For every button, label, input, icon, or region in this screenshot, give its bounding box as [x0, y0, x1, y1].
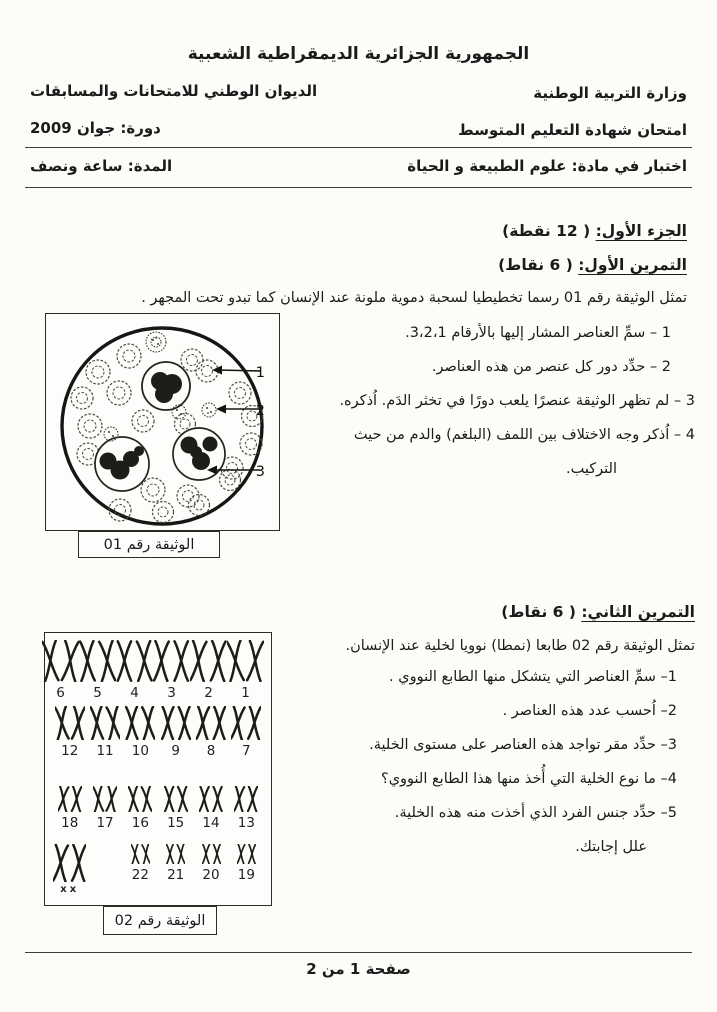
karyotype-pair-label: 14: [202, 815, 220, 831]
karyotype-pair-label: 6: [56, 685, 65, 701]
karyotype-pair-6: [42, 640, 79, 701]
granulocyte-cell-2: [173, 428, 225, 480]
karyotype-pair-label: 8: [206, 743, 216, 759]
karyotype-pair-label: 4: [130, 685, 139, 701]
chromosome-pair: [190, 640, 227, 682]
footer-divider: [25, 952, 692, 953]
karyotype-pair-5: [79, 640, 116, 701]
country-title: الجمهورية الجزائرية الديمقراطية الشعبية: [187, 44, 530, 64]
chromosome-pair: [90, 706, 120, 740]
karyotype-pair-20: [193, 844, 228, 895]
exercise1-title: [498, 256, 687, 274]
chromosome-pair: [202, 844, 221, 864]
granulocyte-cell-1: [95, 437, 149, 491]
exercise1-questions: [295, 316, 695, 486]
karyotype-row: [45, 640, 271, 701]
chromosome-pair: [55, 706, 85, 740]
exercise2-title: [501, 603, 695, 621]
chromosome-pair: [237, 844, 256, 864]
karyotype-pair-label: 1: [241, 685, 250, 701]
karyotype-pair-16: [123, 786, 158, 831]
exercise1-points: ( 6 نقاط): [498, 256, 579, 274]
session-line: دورة: جوان 2009: [30, 119, 161, 137]
karyotype-pair-9: [158, 706, 193, 759]
subject-line: اختبار في مادة: علوم الطبيعة و الحياة: [407, 157, 687, 175]
chromosome-pair: [131, 844, 150, 864]
karyotype-row: [45, 786, 271, 831]
karyotype-pair-18: [52, 786, 87, 831]
karyotype-pair-label: 13: [237, 815, 255, 831]
karyotype-pair-13: [229, 786, 264, 831]
chromosome-pair: [164, 786, 188, 812]
karyotype-pair-label: 20: [202, 867, 220, 883]
chromosome-pair: [153, 640, 190, 682]
exercise2-question-4: 4– ما نوع الخلية التي أُخذ منها هذا الطابع النووي؟: [381, 771, 677, 787]
chromosome-pair: [227, 640, 264, 682]
karyotype-pair-label: 16: [131, 815, 149, 831]
chromosome-pair: [116, 640, 153, 682]
exercise2-questions: [295, 660, 695, 864]
chromosome-pair: [231, 706, 261, 740]
exercise2-question-5: 5– حدِّد جنس الفرد الذي أخذت منه هذه الخلية.: [394, 805, 677, 821]
figure1-label-3: 3: [255, 464, 265, 480]
chromosome-pair: [58, 786, 82, 812]
karyotype-pair-label: 7: [242, 743, 251, 759]
karyotype-pair-label: 22: [131, 867, 149, 883]
exercise1-question-4-wrap: التركيب.: [566, 461, 617, 477]
chromosome-pair: [93, 786, 117, 812]
figure1-label-1: 1: [255, 365, 265, 381]
exercise2-question-2: 2– اُحسب عدد هذه العناصر .: [502, 703, 677, 719]
figure1-label-2: 2: [255, 403, 265, 419]
karyotype-grid: [45, 633, 271, 895]
figure1-blood-smear: [45, 313, 280, 531]
karyotype-pair-label: 10: [131, 743, 149, 759]
part1-points: ( 12 نقطة): [502, 222, 596, 240]
chromosome-pair: [166, 844, 185, 864]
exercise1-intro: تمثل الوثيقة رقم 01 رسما تخطيطيا لسحبة دموية ملونة عند الإنسان كما تبدو تحت المجهر .: [141, 290, 687, 306]
karyotype-empty-cell: [87, 844, 122, 895]
office-line: الديوان الوطني للامتحانات والمسابقات: [30, 82, 318, 100]
chromosome-pair: [161, 706, 191, 740]
karyotype-pair-label: 21: [167, 867, 185, 883]
exercise2-title-label: التمرين الثاني:: [581, 603, 695, 621]
karyotype-pair-1: [227, 640, 264, 701]
exercise1-title-label: التمرين الأول:: [578, 256, 687, 274]
karyotype-pair-label: 2: [204, 685, 213, 701]
exercise2-question-1: 1– سمِّ العناصر التي يتشكل منها الطابع النووي .: [389, 669, 677, 685]
karyotype-row: [45, 844, 271, 895]
karyotype-pair-3: [153, 640, 190, 701]
exercise2-question-5-wrap: علل إجابتك.: [575, 839, 647, 855]
karyotype-pair-4: [116, 640, 153, 701]
karyotype-pair-14: [193, 786, 228, 831]
part1-title-label: الجزء الأول:: [595, 222, 687, 240]
karyotype-pair-label: 9: [171, 743, 180, 759]
figure2-caption: الوثيقة رقم 02: [103, 906, 217, 935]
exercise1-question-2: 2 – حدِّد دور كل عنصر من هذه العناصر.: [431, 359, 671, 375]
chromosome-pair: [234, 786, 258, 812]
karyotype-pair-label: 11: [96, 743, 114, 759]
chromosome-pair: [42, 640, 79, 682]
karyotype-pair-xx: [52, 844, 87, 895]
microscope-field-circle: [62, 328, 262, 524]
karyotype-pair-label: 3: [167, 685, 176, 701]
ministry-line: وزارة التربية الوطنية: [533, 84, 687, 102]
karyotype-pair-22: [123, 844, 158, 895]
karyotype-pair-21: [158, 844, 193, 895]
karyotype-pair-label: xx: [60, 884, 80, 895]
exercise2-points: ( 6 نقاط): [501, 603, 582, 621]
exercise1-question-3: 3 – لم تظهر الوثيقة عنصرًا يلعب دورًا في تخثر الدَم. اُذكره.: [339, 393, 695, 409]
chromosome-pair: [128, 786, 152, 812]
exercise1-question-4: 4 – اُذكر وجه الاختلاف بين اللمف (البلغم) والدم من حيث: [353, 427, 695, 443]
header-divider-1: [25, 147, 692, 148]
karyotype-pair-10: [123, 706, 158, 759]
exercise2-intro: تمثل الوثيقة رقم 02 طابعا (نمطا) نوويا لخلية عند الإنسان.: [345, 638, 695, 654]
figure2-karyotype: [44, 632, 272, 906]
karyotype-pair-label: 5: [93, 685, 102, 701]
chromosome-pair: [53, 844, 86, 882]
chromosome-pair: [199, 786, 223, 812]
karyotype-pair-15: [158, 786, 193, 831]
karyotype-pair-17: [87, 786, 122, 831]
lymphocyte-cell: [142, 362, 190, 410]
karyotype-pair-2: [190, 640, 227, 701]
karyotype-pair-label: 19: [237, 867, 255, 883]
karyotype-row: [45, 706, 271, 759]
chromosome-pair: [79, 640, 116, 682]
exam-line: امتحان شهادة التعليم المتوسط: [458, 121, 687, 139]
duration-line: المدة: ساعة ونصف: [30, 157, 173, 175]
karyotype-pair-7: [229, 706, 264, 759]
karyotype-pair-11: [87, 706, 122, 759]
header-divider-2: [25, 187, 692, 188]
chromosome-pair: [125, 706, 155, 740]
karyotype-pair-label: 15: [167, 815, 185, 831]
page-number: صفحة 1 من 2: [306, 960, 411, 978]
karyotype-pair-8: [193, 706, 228, 759]
chromosome-pair: [196, 706, 226, 740]
karyotype-pair-label: 12: [61, 743, 79, 759]
exercise2-question-3: 3– حدِّد مقر تواجد هذه العناصر على مستوى الخلية.: [369, 737, 677, 753]
exercise1-question-1: 1 – سمِّ العناصر المشار إليها بالأرقام 3،2،1.: [405, 325, 671, 341]
part1-title: [502, 222, 687, 240]
karyotype-pair-label: 17: [96, 815, 114, 831]
karyotype-pair-label: 18: [61, 815, 79, 831]
karyotype-pair-19: [229, 844, 264, 895]
blood-smear-drawing: [46, 314, 279, 530]
karyotype-pair-12: [52, 706, 87, 759]
figure1-caption: الوثيقة رقم 01: [78, 531, 220, 558]
